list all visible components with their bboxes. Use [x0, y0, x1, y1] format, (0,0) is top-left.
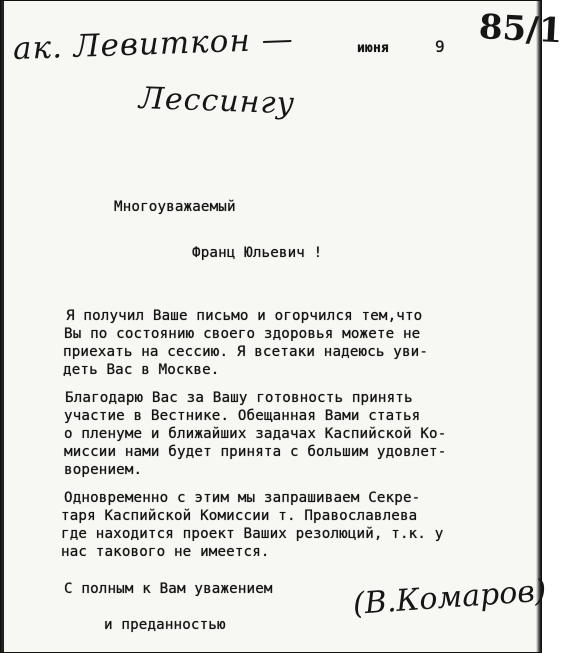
handwritten-recipient-line2: Лессингу	[138, 81, 296, 122]
paragraph-2-line: миссии нами будет принята с большим удовлет-	[64, 444, 447, 460]
paragraph-3-line: таря Каспийской Комиссии т. Православлева	[61, 508, 418, 524]
paragraph-2-line: ворением.	[64, 462, 143, 478]
paragraph-1-line: деть Вас в Москве.	[63, 362, 220, 378]
paragraph-2-line: Благодарю Вас за Вашу готовность принять	[65, 390, 413, 406]
paragraph-1-line: приехать на сессию. Я всетаки надеюсь уви-	[63, 344, 429, 360]
salutation-line1: Многоуважаемый	[114, 199, 236, 215]
paragraph-3-line: где находится проект Ваших резолюций, т.к. у	[61, 526, 444, 542]
signature: (В.Комаров)	[351, 573, 548, 622]
archive-number: 85/1	[477, 7, 563, 52]
scan-right-edge	[536, 1, 541, 652]
date-month: июня	[357, 41, 389, 56]
paragraph-1-line: Я получил Ваше письмо и огорчился тем,что	[66, 308, 423, 324]
handwritten-recipient-line1: ак. Левиткон —	[12, 21, 295, 67]
paragraph-2-line: участие в Вестнике. Обещанная Вами статья	[64, 408, 421, 424]
closing-line1: С полным к Вам уважением	[64, 581, 273, 597]
date-day: 9	[435, 37, 445, 56]
scan-left-edge	[1, 1, 4, 652]
paragraph-3-line: нас такового не имеется.	[61, 544, 270, 560]
salutation-line2: Франц Юльевич !	[192, 245, 323, 261]
closing-line2: и преданностью	[104, 617, 226, 633]
paragraph-2-line: о пленуме и ближайших задачах Каспийской Ко-	[64, 426, 447, 442]
paragraph-3-line: Одновременно с этим мы запрашиваем Секре-	[64, 490, 421, 506]
paragraph-1-line: Вы по состоянию своего здоровья можете не	[64, 326, 421, 342]
